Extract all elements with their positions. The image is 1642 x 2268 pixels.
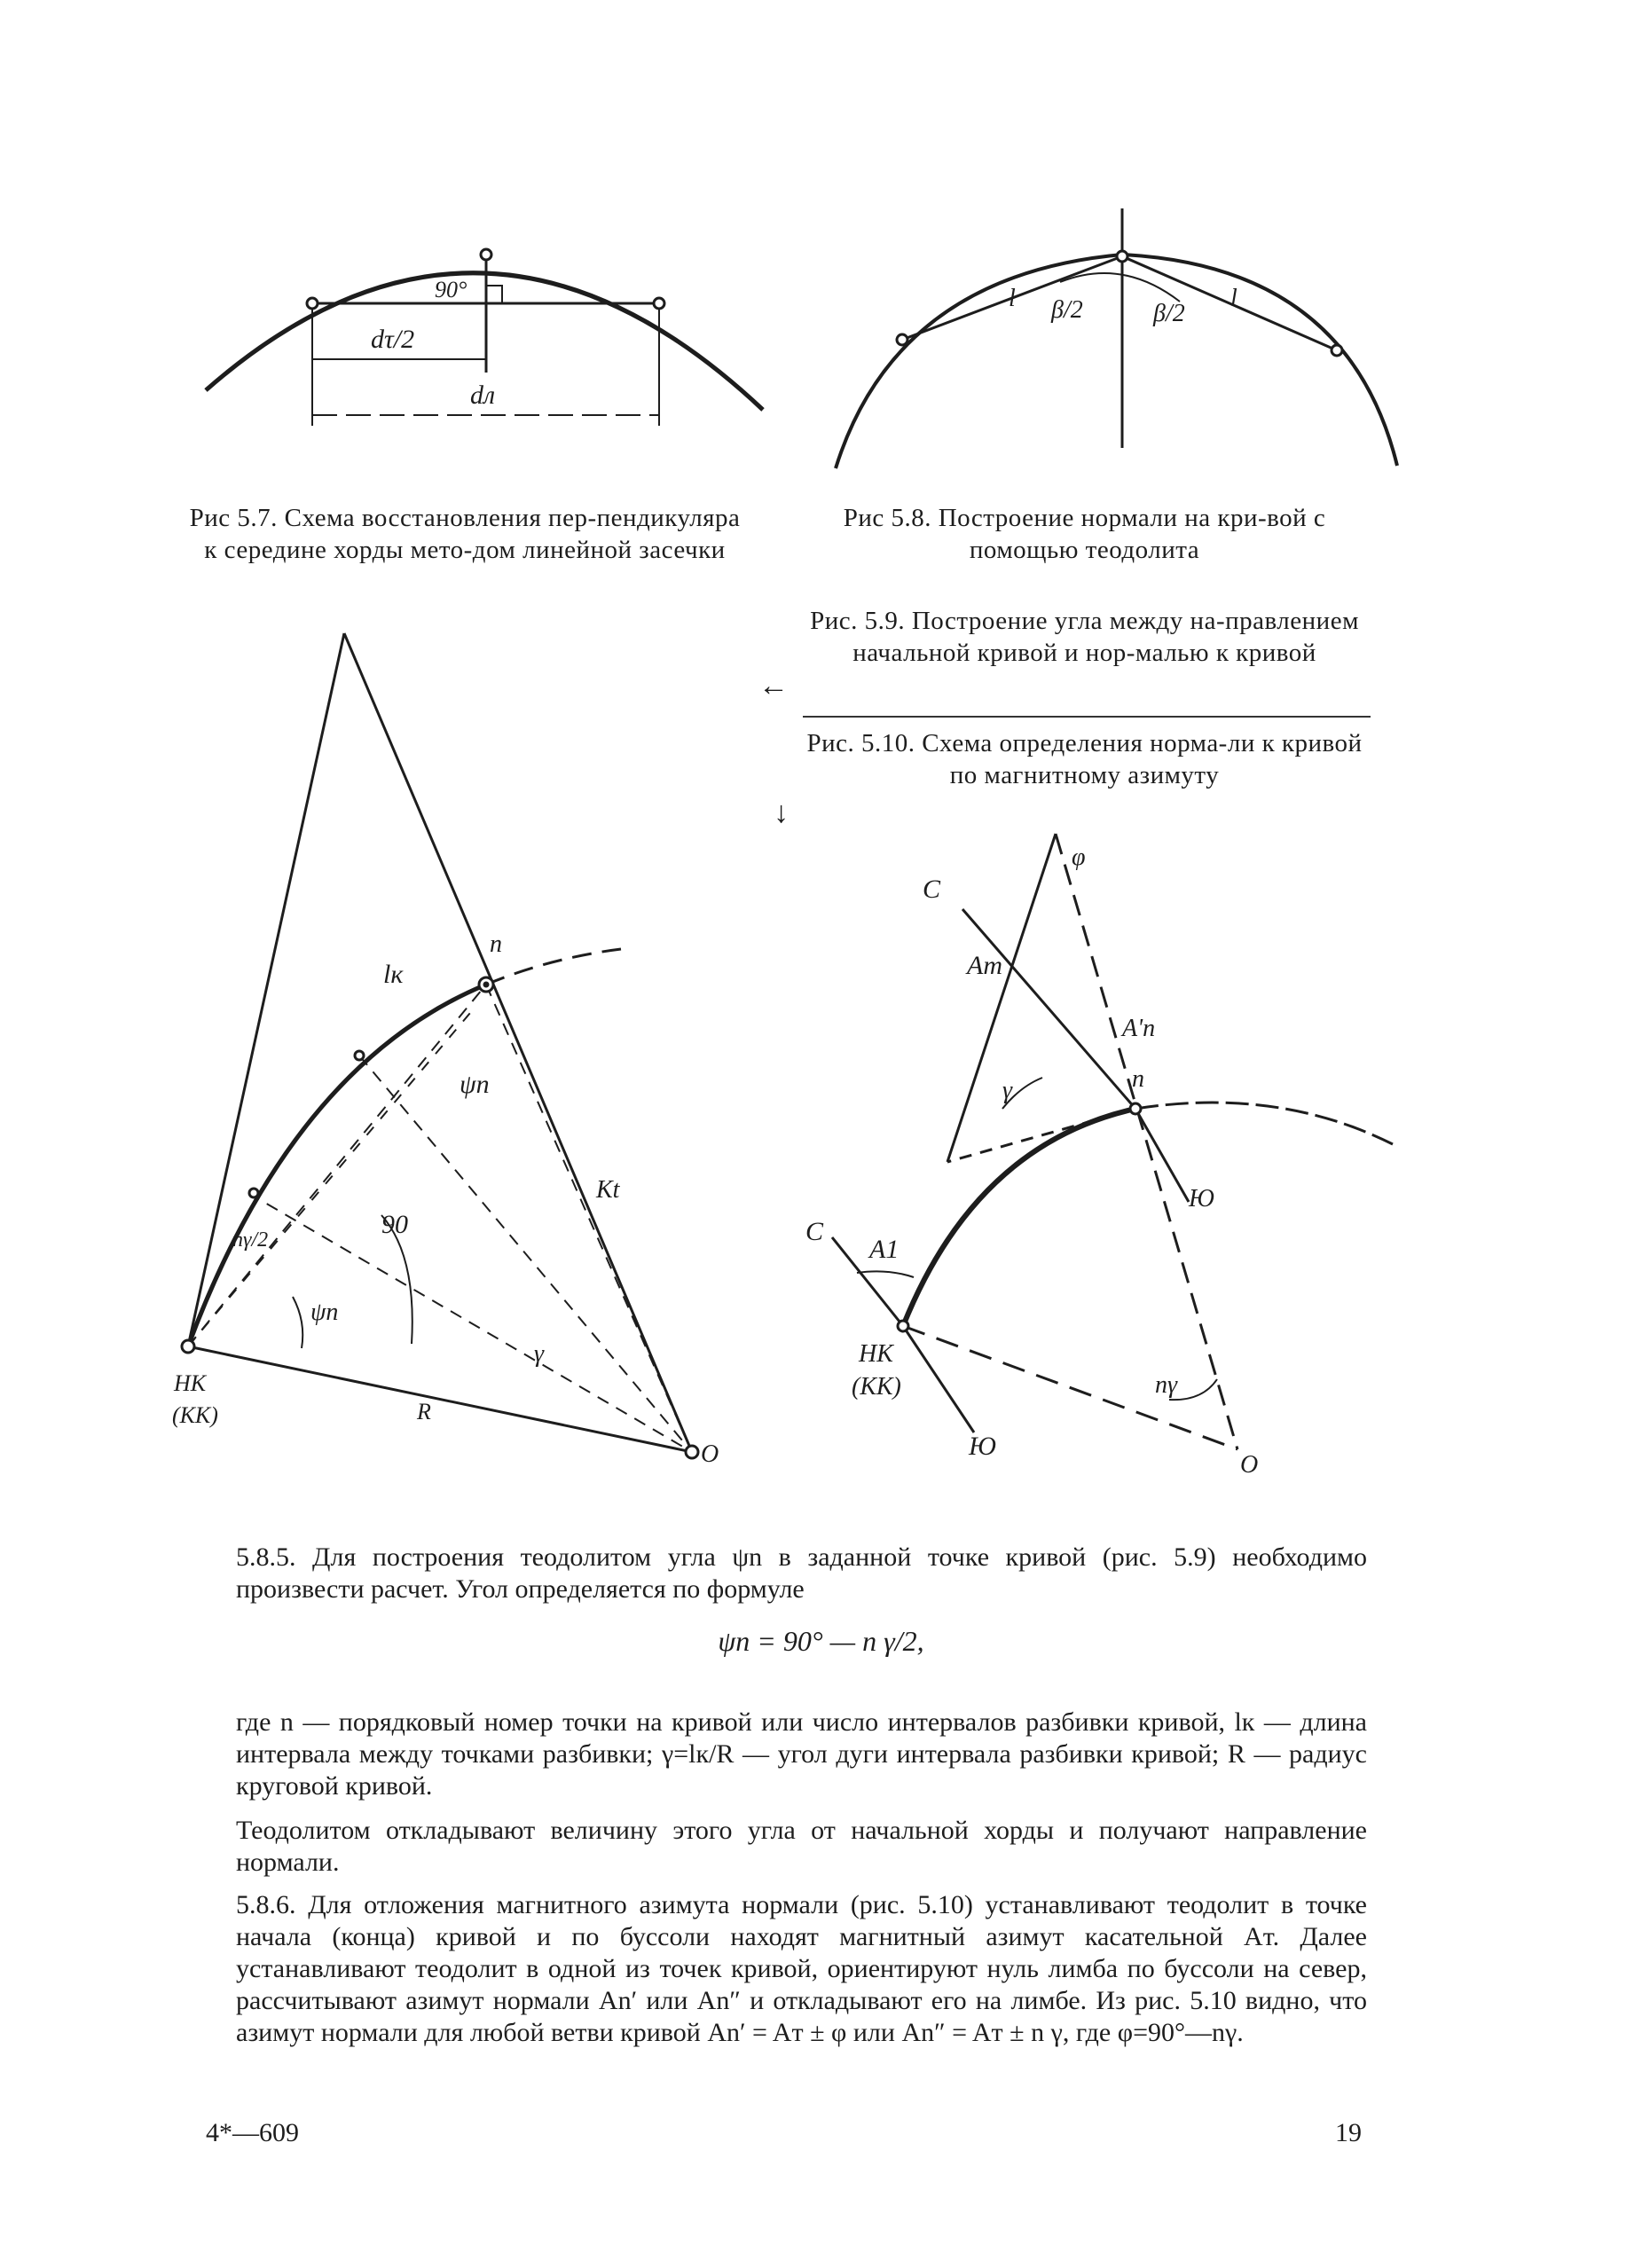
figure-5-9 xyxy=(182,633,698,1458)
caption-fig-5-8: Рис 5.8. Построение нормали на кри-вой с помощью теодолита xyxy=(843,504,1326,564)
fig510-label-gamma: γ xyxy=(1002,1077,1013,1104)
fig510-line-yu xyxy=(1135,1109,1189,1202)
fig59-label-psi-top: ψn xyxy=(460,1070,490,1099)
fig58-label-arc-left: l xyxy=(1009,285,1016,312)
fig58-point-right xyxy=(1332,345,1342,356)
fig510-label-yu-left: Ю xyxy=(969,1432,996,1461)
page-number: 19 xyxy=(1335,2118,1362,2147)
fig510-label-ngamma: nγ xyxy=(1155,1371,1178,1399)
fig510-label-hk: НК xyxy=(859,1340,893,1368)
fig510-arc xyxy=(903,1109,1135,1326)
paragraph-5-8-5: 5.8.5. Для построения теодолитом угла ψn в заданной точке кривой (рис. 5.9) необходимо произвести расчет. Угол определяется по формуле xyxy=(236,1542,1367,1604)
fig510-point-hk xyxy=(898,1321,908,1331)
fig59-label-gamma: γ xyxy=(534,1340,545,1368)
paragraph-where: где n — порядковый номер точки на кривой или число интервалов разбивки кривой, lк — длина интервала между точками разбивки; γ=lк/R — угол дуги интервала разбивки кривой; R — радиус круговой кривой. xyxy=(236,1707,1367,1801)
fig59-label-lk: lк xyxy=(383,960,404,989)
fig510-label-a1: A1 xyxy=(869,1235,900,1264)
caption-divider xyxy=(803,716,1371,718)
fig57-point-top xyxy=(481,249,491,260)
fig510-label-c-top: С xyxy=(923,875,941,904)
fig510-label-at: Aт xyxy=(967,951,1002,980)
fig510-label-o: O xyxy=(1240,1451,1259,1479)
fig57-label-half-chord: dτ/2 xyxy=(371,325,415,354)
fig510-line-c xyxy=(962,909,1135,1109)
formula-psi-n: ψn = 90° — n γ/2, xyxy=(718,1625,924,1657)
fig510-label-yu-right: Ю xyxy=(1189,1185,1214,1212)
fig59-label-o: O xyxy=(701,1440,719,1468)
fig510-label-phi: φ xyxy=(1072,844,1086,871)
fig58-label-arc-right: l xyxy=(1230,285,1237,312)
fig59-label-kt: Kt xyxy=(596,1176,620,1204)
fig510-point-n xyxy=(1130,1103,1141,1114)
fig57-label-chord: dл xyxy=(470,381,496,410)
fig57-point-right xyxy=(654,298,664,309)
figure-5-8 xyxy=(836,208,1397,468)
arrow-left-icon: ← xyxy=(758,670,789,702)
fig58-arc xyxy=(836,255,1397,468)
fig58-point-left xyxy=(897,334,907,345)
fig59-label-n: n xyxy=(490,930,502,958)
fig58-point-top xyxy=(1117,251,1127,262)
footer-signature: 4*—609 xyxy=(206,2118,299,2147)
fig58-label-beta-left: β/2 xyxy=(1051,296,1083,324)
caption-fig-5-10: Рис. 5.10. Схема определения норма-ли к кривой по магнитному азимуту xyxy=(806,729,1363,789)
figure-5-10 xyxy=(832,834,1393,1449)
fig510-label-n: n xyxy=(1132,1065,1144,1093)
fig510-north-right xyxy=(1056,834,1237,1449)
arrow-down-icon: ↓ xyxy=(774,797,789,829)
fig58-label-beta-right: β/2 xyxy=(1153,300,1185,327)
caption-fig-5-9: Рис. 5.9. Построение угла между на-правлением начальной кривой и нор-малью к кривой xyxy=(810,607,1359,667)
fig57-label-angle: 90° xyxy=(435,277,467,302)
fig59-label-hk: НК xyxy=(174,1370,207,1396)
fig510-label-an: A'n xyxy=(1122,1015,1156,1042)
fig59-label-kk: (КК) xyxy=(172,1402,218,1428)
fig59-side-right xyxy=(344,633,692,1452)
fig59-label-nyx: nγ/2 xyxy=(232,1228,269,1252)
fig59-label-90: 90 xyxy=(381,1210,408,1239)
fig59-label-r: R xyxy=(417,1399,431,1424)
fig59-label-psi-bottom: ψn xyxy=(310,1299,339,1326)
fig59-point-o xyxy=(686,1446,698,1458)
fig510-label-hk2: (КК) xyxy=(852,1373,901,1401)
fig59-base xyxy=(188,1346,692,1452)
fig57-point-left xyxy=(307,298,318,309)
paragraph-theodolite: Теодолитом откладывают величину этого угла от начальной хорды и получают направление нормали. xyxy=(236,1816,1367,1877)
paragraph-5-8-6: 5.8.6. Для отложения магнитного азимута нормали (рис. 5.10) устанавливают теодолит в точке начала (конца) кривой и по буссоли находят магнитный азимут касательной Aт. Далее устанавливают теодолит в одной из точек кривой, ориентируют нуль лимба по буссоли на север, рассчитывают азимут нормали An′ или An″ и откладывают его на лимбе. Из рис. 5.10 видно, что азимут нормали для любой ветви кривой An′ = Aт ± φ или An″ = Aт ± n γ, где φ=90°—nγ. xyxy=(236,1890,1367,2047)
caption-fig-5-7: Рис 5.7. Схема восстановления пер-пендикуляра к середине хорды мето-дом линейной засечки xyxy=(189,504,741,564)
fig510-label-c-left: С xyxy=(805,1217,824,1246)
fig59-point-hk xyxy=(182,1340,194,1353)
